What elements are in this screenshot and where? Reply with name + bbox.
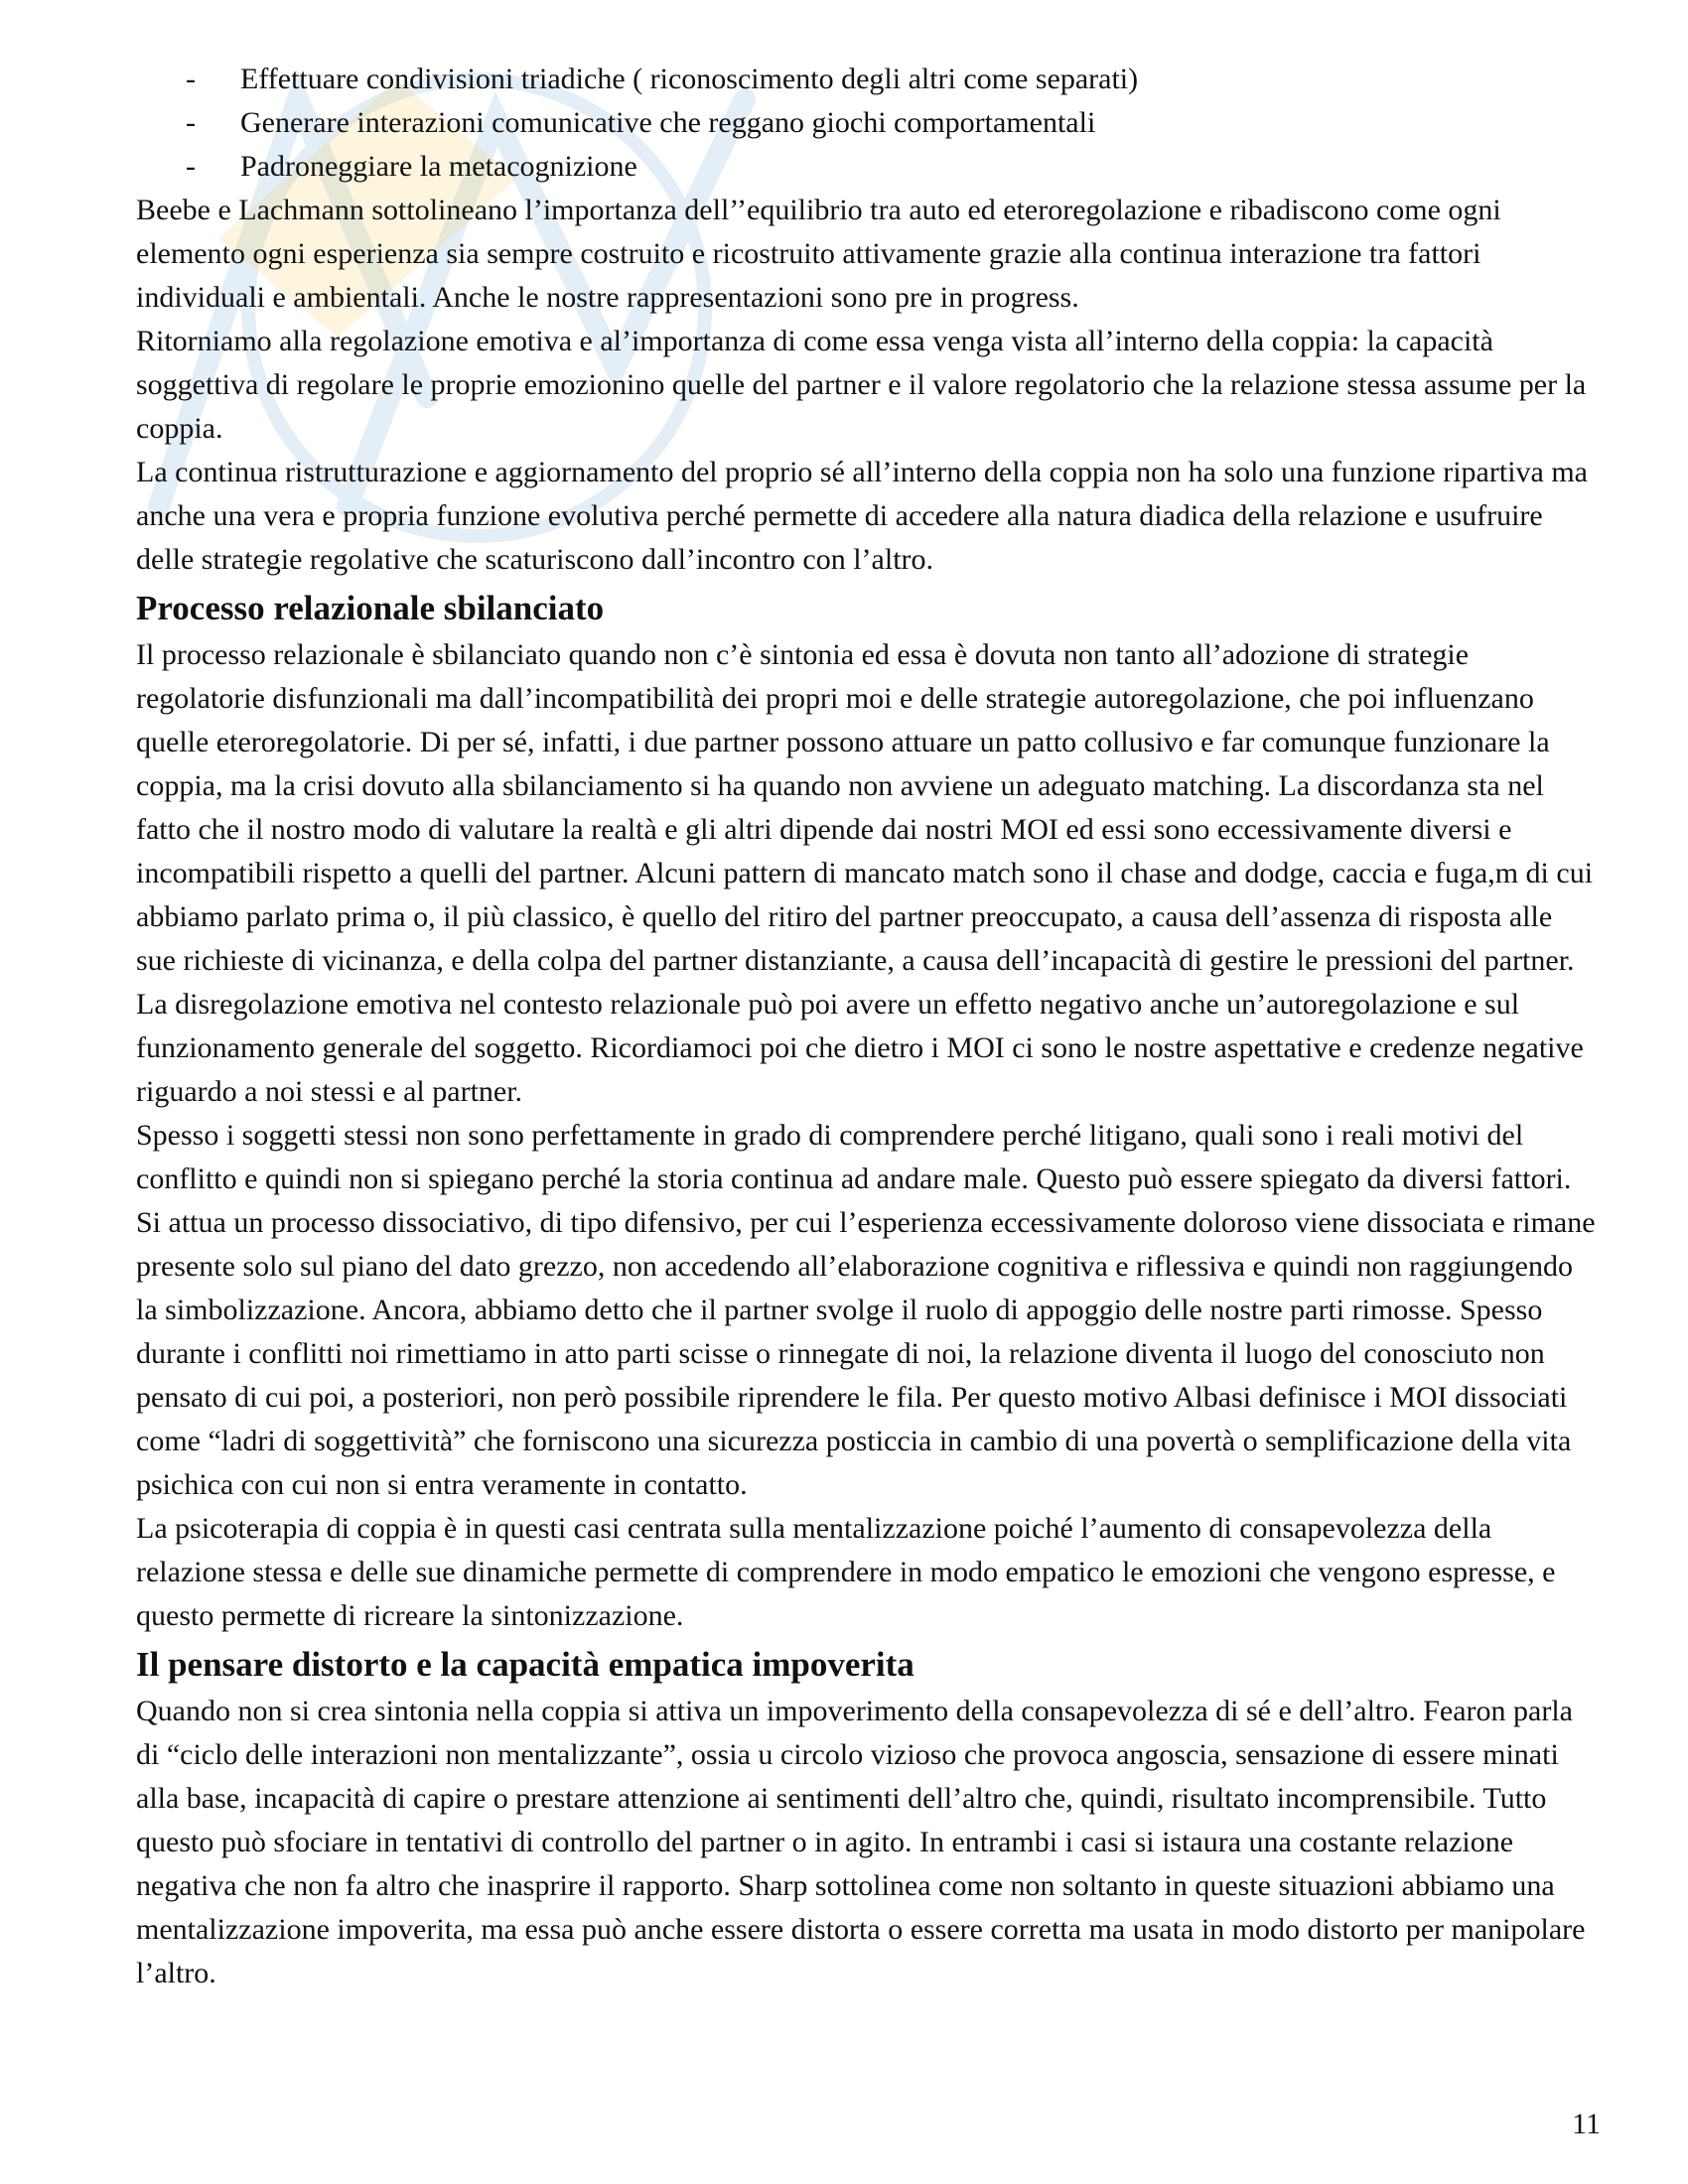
- bullet-dash: -: [186, 150, 196, 183]
- section-heading: Processo relazionale sbilanciato: [136, 589, 605, 627]
- bullet-text: Generare interazioni comunicative che reggano giochi comportamentali: [240, 106, 1096, 139]
- document-page: [136, 58, 1596, 1995]
- bullet-dash: -: [186, 63, 196, 95]
- paragraph: Ritorniamo alla regolazione emotiva e al’importanza di come essa venga vista all’interno della coppia: la capacità soggettiva di regolare le proprie emozionino quelle del partner e il valore regolatorio che la relazione stessa assume per la coppia.: [136, 325, 1587, 445]
- bullet-dash: -: [186, 106, 196, 139]
- bullet-text: Padroneggiare la metacognizione: [240, 150, 637, 183]
- paragraph: Quando non si crea sintonia nella coppia si attiva un impoverimento della consapevolezza di sé e dell’altro. Fearon parla di “ciclo delle interazioni non mentalizzante”, ossia u circolo vizioso che provoca angoscia, sensazione di essere minati alla base, incapacità di capire o prestare attenzione ai sentimenti dell’altro che, quindi, risultato incomprensibile. Tutto questo può sfociare in tentativi di controllo del partner o in agito. In entrambi i casi si istaura una costante relazione negativa che non fa altro che inasprire il rapporto. Sharp sottolinea come non soltanto in queste situazioni abbiamo una mentalizzazione impoverita, ma essa può anche essere distorta o essere corretta ma usata in modo distorto per manipolare l’altro.: [136, 1695, 1586, 1989]
- page-number: 11: [1572, 2108, 1601, 2140]
- section-heading: Il pensare distorto e la capacità empatica impoverita: [136, 1645, 914, 1684]
- list-item: [136, 101, 1596, 145]
- paragraph: Il processo relazionale è sbilanciato quando non c’è sintonia ed essa è dovuta non tanto all’adozione di strategie regolatorie disfunzionali ma dall’incompatibilità dei propri moi e delle strategie autoregolazione, che poi influenzano quelle eteroregolatorie. Di per sé, infatti, i due partner possono attuare un patto collusivo e far comunque funzionare la coppia, ma la crisi dovuto alla sbilanciamento si ha quando non avviene un adeguato matching. La discordanza sta nel fatto che il nostro modo di valutare la realtà e gli altri dipende dai nostri MOI ed essi sono eccessivamente diversi e incompatibili rispetto a quelli del partner. Alcuni pattern di mancato match sono il chase and dodge, caccia e fuga,m di cui abbiamo parlato prima o, il più classico, è quello del ritiro del partner preoccupato, a causa dell’assenza di risposta alle sue richieste di vicinanza, e della colpa del partner distanziante, a causa dell’incapacità di gestire le pressioni del partner.: [136, 638, 1594, 977]
- list-item: [136, 145, 1596, 189]
- paragraph: Beebe e Lachmann sottolineano l’importanza dell’’equilibrio tra auto ed eteroregolazione e ribadiscono come ogni elemento ogni esperienza sia sempre costruito e ricostruito attivamente grazie alla continua interazione tra fattori individuali e ambientali. Anche le nostre rappresentazioni sono pre in progress.: [136, 194, 1501, 314]
- paragraph: La psicoterapia di coppia è in questi casi centrata sulla mentalizzazione poiché l’aumento di consapevolezza della relazione stessa e delle sue dinamiche permette di comprendere in modo empatico le emozioni che vengono espresse, e questo permette di ricreare la sintonizzazione.: [136, 1512, 1556, 1632]
- bullet-list: [136, 58, 1596, 189]
- list-item: [136, 58, 1596, 101]
- paragraph: La continua ristrutturazione e aggiornamento del proprio sé all’interno della coppia non ha solo una funzione ripartiva ma anche una vera e propria funzione evolutiva perché permette di accedere alla natura diadica della relazione e usufruire delle strategie regolative che scaturiscono dall’incontro con l’altro.: [136, 456, 1589, 576]
- paragraph: Spesso i soggetti stessi non sono perfettamente in grado di comprendere perché litigano, quali sono i reali motivi del conflitto e quindi non si spiegano perché la storia continua ad andare male. Questo può essere spiegato da diversi fattori. Si attua un processo dissociativo, di tipo difensivo, per cui l’esperienza eccessivamente doloroso viene dissociata e rimane presente solo sul piano del dato grezzo, non accedendo all’elaborazione cognitiva e riflessiva e quindi non raggiungendo la simbolizzazione. Ancora, abbiamo detto che il partner svolge il ruolo di appoggio delle nostre parti rimosse. Spesso durante i conflitti noi rimettiamo in atto parti scisse o rinnegate di noi, la relazione diventa il luogo del conosciuto non pensato di cui poi, a posteriori, non però possibile riprendere le fila. Per questo motivo Albasi definisce i MOI dissociati come “ladri di soggettività” che forniscono una sicurezza posticcia in cambio di una povertà o semplificazione della vita psichica con cui non si entra veramente in contatto.: [136, 1119, 1596, 1501]
- paragraph: La disregolazione emotiva nel contesto relazionale può poi avere un effetto negativo anche un’autoregolazione e sul funzionamento generale del soggetto. Ricordiamoci poi che dietro i MOI ci sono le nostre aspettative e credenze negative riguardo a noi stessi e al partner.: [136, 988, 1584, 1108]
- bullet-text: Effettuare condivisioni triadiche ( riconoscimento degli altri come separati): [240, 63, 1139, 95]
